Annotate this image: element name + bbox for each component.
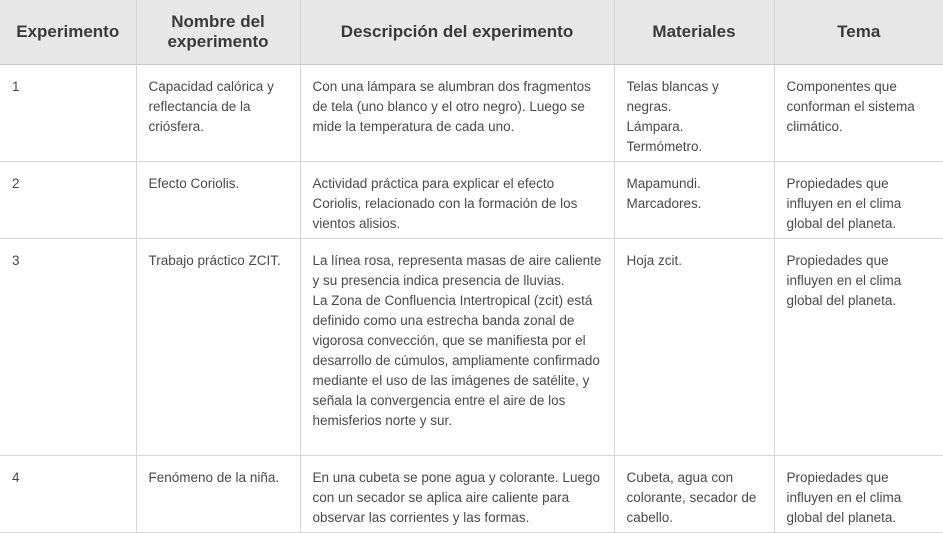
experiment-number: 2: [0, 162, 136, 239]
experiment-materials: Telas blancas y negras. Lámpara. Termómetro.: [614, 65, 774, 162]
experiment-description: Con una lámpara se alumbran dos fragmentos de tela (uno blanco y el otro negro). Luego se mide la temperatura de cada uno.: [300, 65, 614, 162]
experiment-materials: Cubeta, agua con colorante, secador de cabello.: [614, 456, 774, 533]
experiment-description: La línea rosa, representa masas de aire caliente y su presencia indica presencia de lluvias. La Zona de Confluencia Intertropical (zcit) está definido como una estrecha banda zonal de vigorosa convección, que se manifiesta por el desarrollo de cúmulos, ampliamente confirmado mediante el uso de las imágenes de satélite, y señala la convergencia entre el aire de los hemisferios norte y sur.: [300, 239, 614, 456]
experiment-name: Efecto Coriolis.: [136, 162, 300, 239]
experiment-number: 1: [0, 65, 136, 162]
table-row: [0, 239, 943, 456]
table-row: [0, 456, 943, 533]
header-experimento: Experimento: [0, 0, 136, 65]
experiment-materials: Mapamundi. Marcadores.: [614, 162, 774, 239]
experiment-description: Actividad práctica para explicar el efecto Coriolis, relacionado con la formación de los vientos alisios.: [300, 162, 614, 239]
header-row: [0, 0, 943, 65]
experiment-number: 4: [0, 456, 136, 533]
experiment-number: 3: [0, 239, 136, 456]
experiment-topic: Propiedades que influyen en el clima global del planeta.: [774, 456, 943, 533]
experiment-topic: Propiedades que influyen en el clima global del planeta.: [774, 162, 943, 239]
table-row: [0, 65, 943, 162]
experiment-name: Capacidad calórica y reflectancia de la criósfera.: [136, 65, 300, 162]
header-materiales: Materiales: [614, 0, 774, 65]
experiment-name: Fenómeno de la niña.: [136, 456, 300, 533]
header-descripcion: Descripción del experimento: [300, 0, 614, 65]
header-nombre: Nombre del experimento: [136, 0, 300, 65]
experiment-description: En una cubeta se pone agua y colorante. Luego con un secador se aplica aire caliente para observar las corrientes y las formas.: [300, 456, 614, 533]
header-tema: Tema: [774, 0, 943, 65]
experiment-topic: Propiedades que influyen en el clima global del planeta.: [774, 239, 943, 456]
experiment-materials: Hoja zcit.: [614, 239, 774, 456]
table-row: [0, 162, 943, 239]
experiment-name: Trabajo práctico ZCIT.: [136, 239, 300, 456]
experiment-topic: Componentes que conforman el sistema climático.: [774, 65, 943, 162]
